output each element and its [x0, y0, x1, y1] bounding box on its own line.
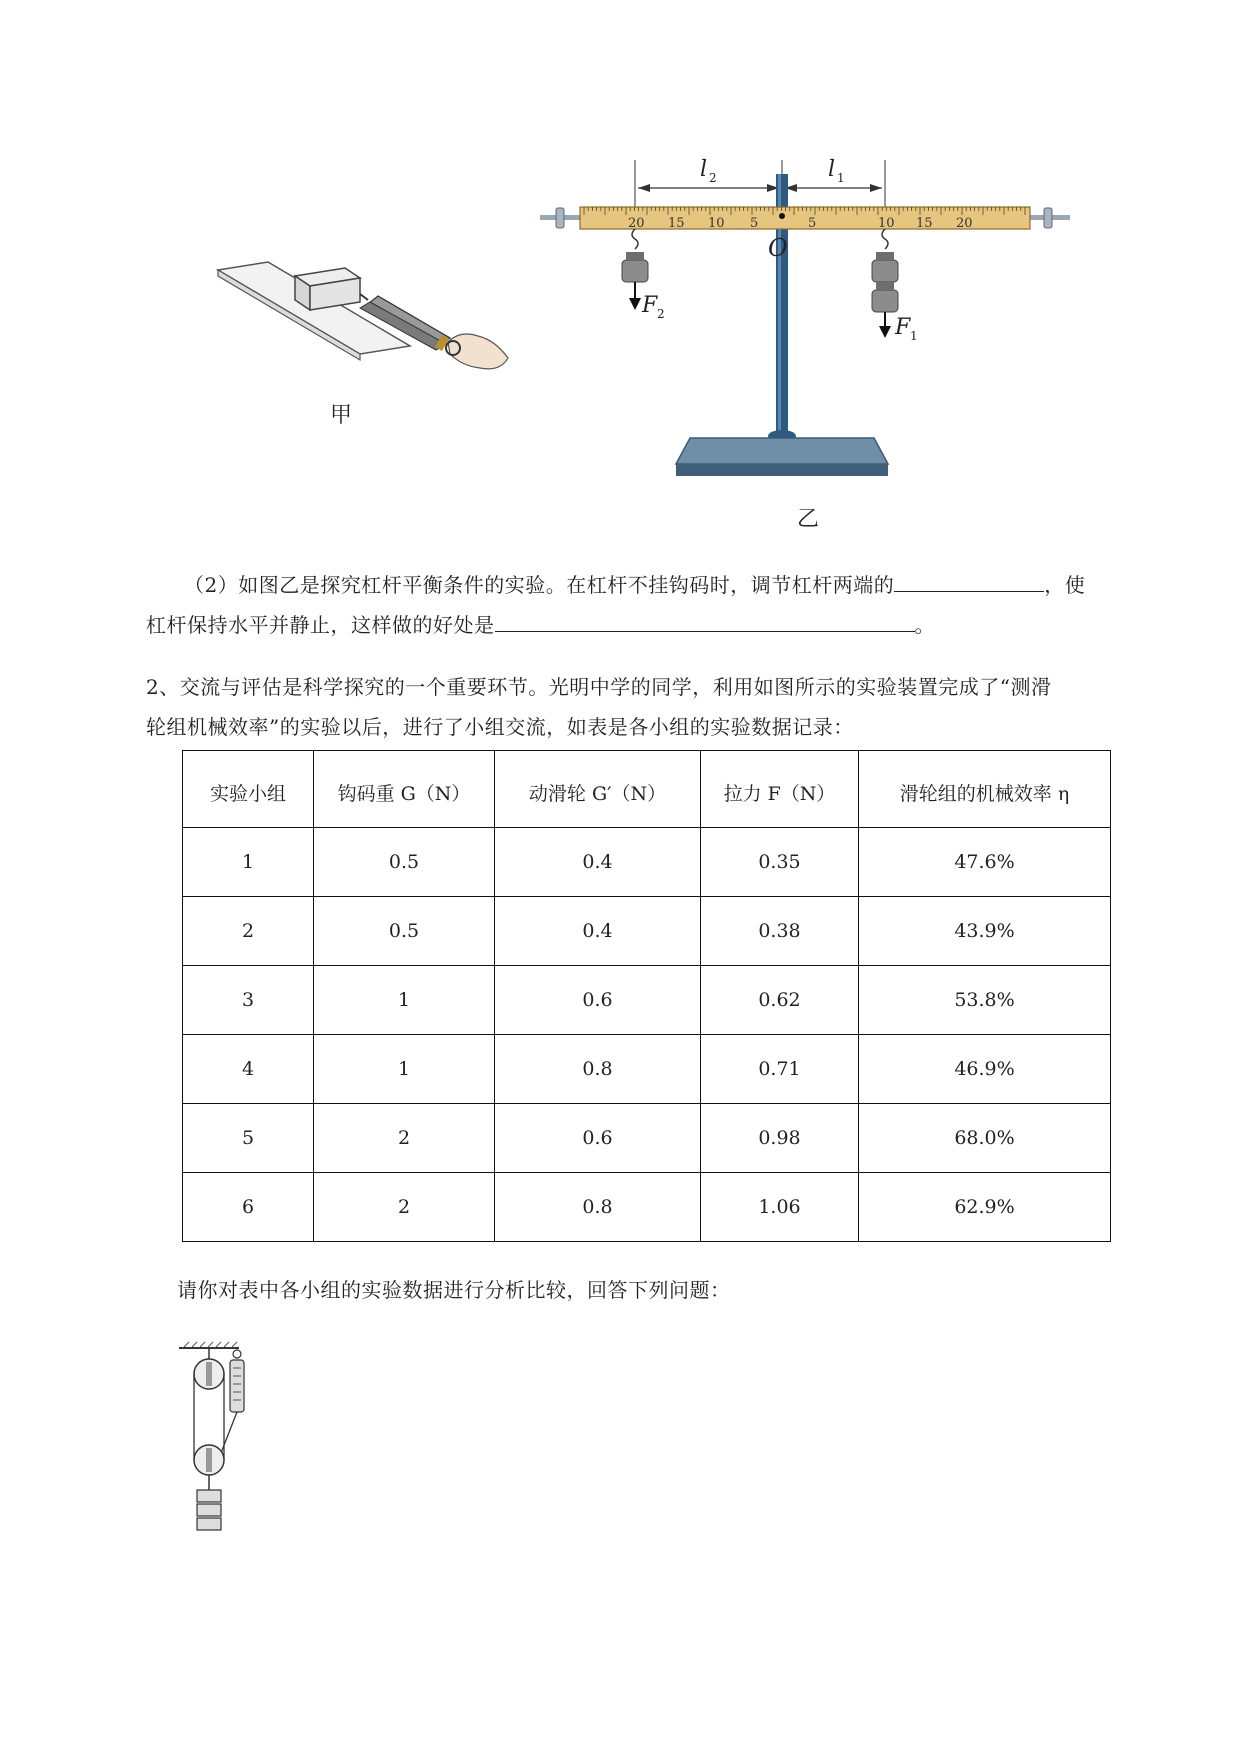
col-group: 实验小组 [183, 751, 314, 828]
experiment-data-table [182, 750, 1111, 1242]
col-weight: 钩码重 G（N） [314, 751, 495, 828]
table-row: 5 2 0.6 0.98 68.0% [183, 1104, 1111, 1173]
col-pull-force: 拉力 F（N） [701, 751, 859, 828]
label-l2-sub: 2 [709, 171, 717, 185]
scale-right-15: 15 [916, 216, 933, 231]
figure-jia-label: 甲 [330, 403, 353, 428]
scale-left-5: 5 [750, 216, 759, 231]
answer-blank-2[interactable] [495, 609, 915, 632]
label-l1-sub: 1 [837, 171, 845, 185]
table-row: 3 1 0.6 0.62 53.8% [183, 966, 1111, 1035]
force-f1-label: F [895, 315, 911, 340]
question-2 [146, 667, 1146, 747]
col-efficiency: 滑轮组的机械效率 η [859, 751, 1111, 828]
scale-right-5: 5 [808, 216, 817, 231]
col-pulley-weight: 动滑轮 G′（N） [495, 751, 701, 828]
table-row: 4 1 0.8 0.71 46.9% [183, 1035, 1111, 1104]
force-f1-sub: 1 [910, 329, 918, 343]
scale-right-20: 20 [956, 216, 973, 231]
label-l1: l [828, 157, 836, 182]
table-row: 1 0.5 0.4 0.35 47.6% [183, 828, 1111, 897]
scale-left-20: 20 [628, 216, 645, 231]
figure-jia-spring-scale-block [210, 250, 540, 390]
figure-yi-lever [540, 150, 1070, 480]
label-l2: l [700, 157, 708, 182]
force-f2-label: F [642, 293, 658, 318]
question-part2: （2）如图乙是探究杠杆平衡条件的实验。在杠杆不挂钩码时，调节杠杆两端的 ，使 杠杆保持水平并静止，这样做的好处是 。 [146, 565, 1146, 645]
table-row: 2 0.5 0.4 0.38 43.9% [183, 897, 1111, 966]
force-f2-sub: 2 [657, 307, 665, 321]
question-2-line2: 轮组机械效率”的实验以后，进行了小组交流，如表是各小组的实验数据记录： [146, 715, 854, 739]
answer-blank-1[interactable] [894, 569, 1044, 592]
figure-yi-label: 乙 [797, 507, 820, 532]
scale-right-10: 10 [878, 216, 895, 231]
question-2-line1: 2、交流与评估是科学探究的一个重要环节。光明中学的同学，利用如图所示的实验装置完成了“测滑 [146, 675, 1052, 699]
question-part2-line2: 杠杆保持水平并静止，这样做的好处是 [146, 613, 495, 637]
pivot-label: O [768, 234, 788, 262]
analysis-prompt: 请你对表中各小组的实验数据进行分析比较，回答下列问题： [177, 1278, 731, 1302]
scale-left-15: 15 [668, 216, 685, 231]
table-row: 6 2 0.8 1.06 62.9% [183, 1173, 1111, 1242]
table-header-row [183, 751, 1111, 828]
scale-left-10: 10 [708, 216, 725, 231]
question-part2-text: （2）如图乙是探究杠杆平衡条件的实验。在杠杆不挂钩码时，调节杠杆两端的 [184, 573, 895, 597]
figure-pulley-system [175, 1340, 265, 1550]
